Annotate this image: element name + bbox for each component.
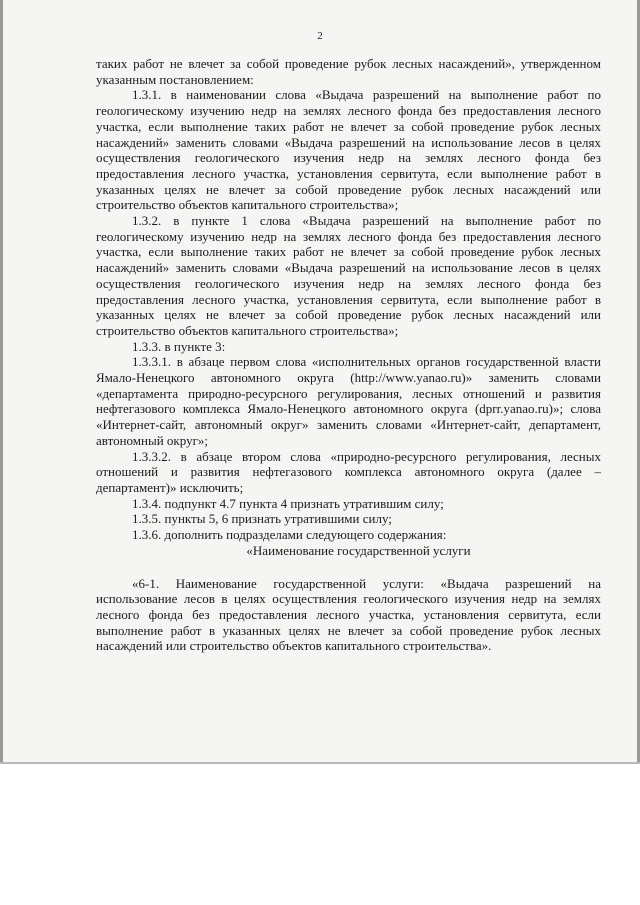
paragraph-1-3-3-2: 1.3.3.2. в абзаце втором слова «природно-ресурсного регулирования, лесных отношений и развития нефтегазового комплекса автономного округа (далее – департамент)» исключить; <box>96 448 601 495</box>
paragraph-6-1: «6-1. Наименование государственной услуги: «Выдача разрешений на использование лесов в целях осуществления геологического изучения недр на землях лесного фонда без предоставления лесного участка, установления сервитута, если выполнение работ в указанных целях не влечет за собой проведение рубок лесных насаждений или строительство объектов капитального строительства». <box>96 575 601 654</box>
paragraph-1-3-5: 1.3.5. пункты 5, 6 признать утратившими силу; <box>132 511 392 527</box>
paragraph-1-3-3: 1.3.3. в пункте 3: <box>132 338 226 354</box>
paragraph-1-3-3-1: 1.3.3.1. в абзаце первом слова «исполнительных органов государственной власти Ямало-Ненецкого автономного округа (http://www.yanao.ru)» заменить словами «департамента природно-ресурсного регулирования, лесных отношений и развития нефтегазового комплекса Ямало-Ненецкого автономного округа (dprr.yanao.ru)»; слова «Интернет-сайт, автономный округ» заменить словами «Интернет-сайт, департамент, автономный округ»; <box>96 354 601 448</box>
scan-edge-left <box>0 0 3 762</box>
paragraph-1-3-2: 1.3.2. в пункте 1 слова «Выдача разрешений на выполнение работ по геологическому изучению недр на землях лесного фонда без предоставления лесного участка, если выполнение таких работ не влечет за собой проведение рубок лесных насаждений» заменить словами «Выдача разрешений на использование лесов в целях осуществления геологического изучения недр на землях лесного фонда без предоставления лесного участка, установления сервитута, если выполнение работ в указанных целях не влечет за собой проведение рубок лесных насаждений или строительство объектов капитального строительства»; <box>96 213 601 338</box>
section-heading: «Наименование государственной услуги <box>246 542 471 558</box>
paragraph-1-3-4: 1.3.4. подпункт 4.7 пункта 4 признать утратившим силу; <box>132 495 444 511</box>
paragraph-1-3-1: 1.3.1. в наименовании слова «Выдача разрешений на выполнение работ по геологическому изучению недр на землях лесного фонда без предоставления лесного участка, если выполнение таких работ не влечет за собой проведение рубок лесных насаждений» заменить словами «Выдача разрешений на использование лесов в целях осуществления геологического изучения недр на землях лесного фонда без предоставления лесного участка, установления сервитута, если выполнение работ в указанных целях не влечет за собой проведение рубок лесных насаждений или строительство объектов капитального строительства»; <box>96 87 601 213</box>
page-number: 2 <box>317 30 323 42</box>
paragraph-intro: таких работ не влечет за собой проведение рубок лесных насаждений», утвержденном указанным постановлением: <box>96 56 601 87</box>
paragraph-1-3-6: 1.3.6. дополнить подразделами следующего содержания: <box>132 527 447 543</box>
document-body <box>96 56 601 654</box>
